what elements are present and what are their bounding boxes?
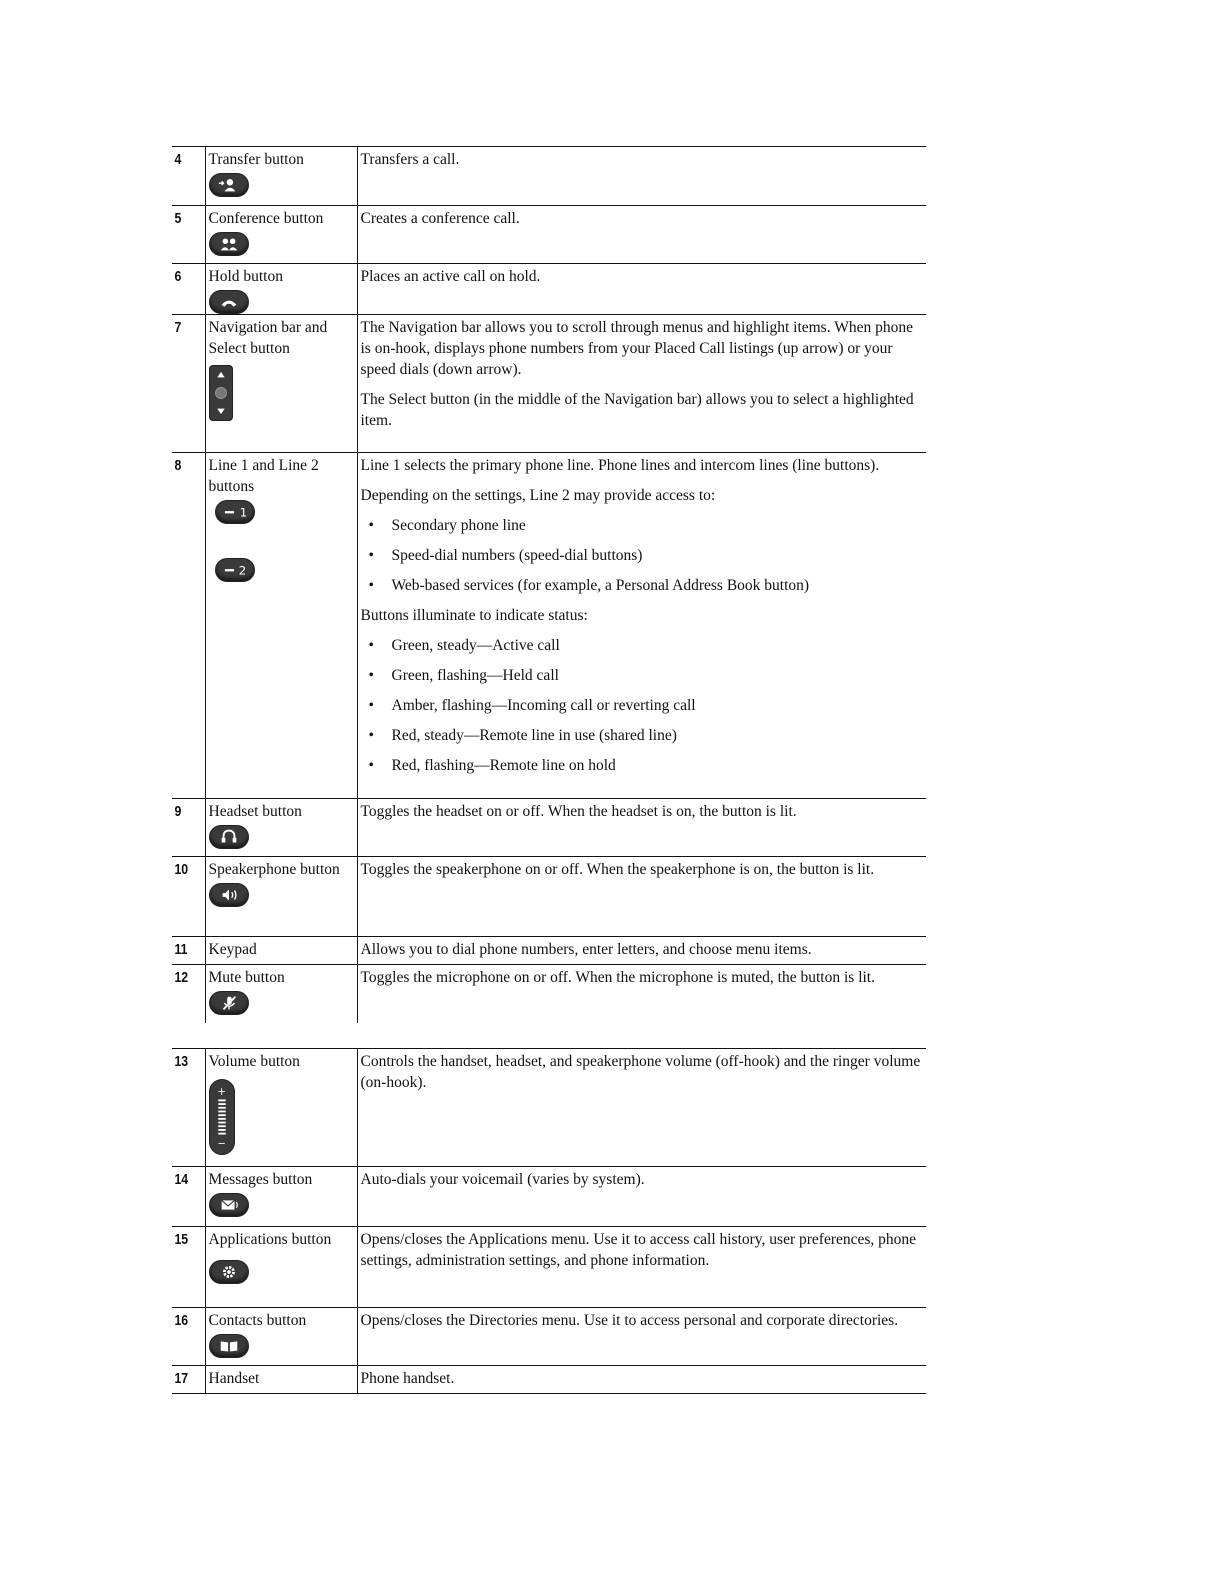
headset-icon [209, 825, 249, 849]
item-name: Headset button [208, 803, 302, 820]
description-text: Toggles the microphone on or off. When the microphone is muted, the button is lit. [360, 969, 875, 986]
item-name: Navigation bar and Select button [208, 319, 328, 357]
description-text: Auto-dials your voicemail (varies by system). [360, 1171, 645, 1188]
table-row [172, 1227, 926, 1308]
list-item: • Web-based services (for example, a Personal Address Book button) [361, 575, 924, 596]
line-2-options-list [361, 515, 924, 596]
item-number: 9 [172, 799, 199, 857]
table-row [172, 1366, 926, 1394]
item-name: Conference button [208, 210, 324, 227]
item-name: Mute button [208, 969, 285, 986]
item-number: 16 [172, 1308, 199, 1366]
item-name: Contacts button [208, 1312, 307, 1329]
item-number: 12 [172, 965, 199, 1023]
item-number: 6 [172, 264, 199, 315]
conference-icon [209, 232, 249, 256]
description-text: Transfers a call. [360, 151, 460, 168]
table-row [172, 857, 926, 937]
item-number: 4 [172, 147, 199, 206]
volume-plus-glyph: + [216, 1086, 226, 1098]
item-number: 17 [172, 1366, 199, 1394]
table-row [172, 799, 926, 857]
volume-icon [209, 1079, 235, 1155]
item-number: 11 [172, 937, 199, 965]
hold-icon [209, 290, 249, 314]
item-name: Line 1 and Line 2 buttons [208, 457, 319, 495]
table-row [172, 264, 926, 315]
item-name-cell [205, 1227, 357, 1308]
table-row [172, 1049, 926, 1167]
item-description [357, 1227, 926, 1308]
item-name-cell [205, 206, 357, 264]
item-name-cell [205, 937, 357, 965]
description-text: Toggles the headset on or off. When the headset is on, the button is lit. [360, 803, 797, 820]
list-item: • Secondary phone line [361, 515, 924, 536]
item-name-cell [205, 147, 357, 206]
item-description [357, 1167, 926, 1227]
description-text: Allows you to dial phone numbers, enter letters, and choose menu items. [360, 941, 812, 958]
description-text: Toggles the speakerphone on or off. When the speakerphone is on, the button is lit. [360, 861, 875, 878]
item-number: 13 [172, 1049, 199, 1167]
item-name: Volume button [208, 1053, 300, 1070]
item-description [357, 937, 926, 965]
description-text: Controls the handset, headset, and speakerphone volume (off-hook) and the ringer volume (on-hook). [360, 1053, 921, 1091]
item-description [357, 1049, 926, 1167]
item-name-cell [205, 264, 357, 315]
description-text: The Select button (in the middle of the Navigation bar) allows you to select a highlighted item. [360, 391, 914, 429]
description-text: Buttons illuminate to indicate status: [360, 607, 588, 624]
list-item: • Red, steady—Remote line in use (shared line) [361, 725, 924, 746]
list-item: • Speed-dial numbers (speed-dial buttons) [361, 545, 924, 566]
applications-icon [209, 1260, 249, 1284]
status-list [361, 635, 924, 776]
item-name-cell [205, 1366, 357, 1394]
item-number: 15 [172, 1227, 199, 1308]
item-number: 8 [172, 453, 199, 799]
table-row [172, 1308, 926, 1366]
line-1-icon [215, 500, 255, 524]
table-row [172, 315, 926, 453]
item-description [357, 965, 926, 1023]
table-row [172, 206, 926, 264]
line-1-glyph: 1 [239, 505, 247, 520]
item-name-cell [205, 1167, 357, 1227]
table-row [172, 1167, 926, 1227]
list-item: • Green, steady—Active call [361, 635, 924, 656]
item-number: 10 [172, 857, 199, 937]
item-name: Handset [208, 1370, 260, 1387]
item-name-cell [205, 965, 357, 1023]
item-number: 14 [172, 1167, 199, 1227]
item-name: Keypad [208, 941, 257, 958]
messages-icon [209, 1193, 249, 1217]
button-reference-table-2 [172, 1048, 926, 1394]
line-2-icon [215, 558, 255, 582]
item-number: 5 [172, 206, 199, 264]
list-item: • Amber, flashing—Incoming call or reverting call [361, 695, 924, 716]
item-name-cell [205, 799, 357, 857]
table-row [172, 937, 926, 965]
description-text: Depending on the settings, Line 2 may provide access to: [360, 487, 716, 504]
description-text: Places an active call on hold. [360, 268, 541, 285]
description-text: The Navigation bar allows you to scroll through menus and highlight items. When phone is on-hook, displays phone numbers from your Placed Call listings (up arrow) or your speed dials (down arrow). [360, 319, 913, 378]
item-name-cell [205, 1049, 357, 1167]
contacts-icon [209, 1334, 249, 1358]
description-text: Opens/closes the Directories menu. Use it to access personal and corporate directories. [360, 1312, 899, 1329]
item-number: 7 [172, 315, 199, 453]
table-row [172, 965, 926, 1023]
item-name-cell [205, 1308, 357, 1366]
navigation-bar-icon [209, 365, 233, 421]
item-name: Speakerphone button [208, 861, 340, 878]
item-description [357, 315, 926, 453]
description-text: Line 1 selects the primary phone line. Phone lines and intercom lines (line buttons). [360, 457, 880, 474]
button-reference-table-1 [172, 146, 926, 1023]
speakerphone-icon [209, 883, 249, 907]
table-row [172, 147, 926, 206]
item-description [357, 1308, 926, 1366]
item-description [357, 206, 926, 264]
item-name: Applications button [208, 1231, 332, 1248]
item-description [357, 799, 926, 857]
item-name: Messages button [208, 1171, 313, 1188]
item-name-cell [205, 453, 357, 799]
item-description [357, 453, 926, 799]
description-text: Opens/closes the Applications menu. Use it to access call history, user preferences, phone settings, administration settings, and phone information. [360, 1231, 917, 1269]
item-description [357, 264, 926, 315]
item-name: Transfer button [208, 151, 304, 168]
item-name-cell [205, 857, 357, 937]
item-description [357, 857, 926, 937]
description-text: Creates a conference call. [360, 210, 520, 227]
item-name: Hold button [208, 268, 283, 285]
item-description [357, 1366, 926, 1394]
description-text: Phone handset. [360, 1370, 455, 1387]
item-description [357, 147, 926, 206]
line-2-glyph: 2 [238, 563, 246, 578]
mute-icon [209, 991, 249, 1015]
list-item: • Green, flashing—Held call [361, 665, 924, 686]
transfer-icon [209, 173, 249, 197]
table-row [172, 453, 926, 799]
list-item: • Red, flashing—Remote line on hold [361, 755, 924, 776]
volume-minus-glyph: − [216, 1138, 226, 1150]
item-name-cell [205, 315, 357, 453]
